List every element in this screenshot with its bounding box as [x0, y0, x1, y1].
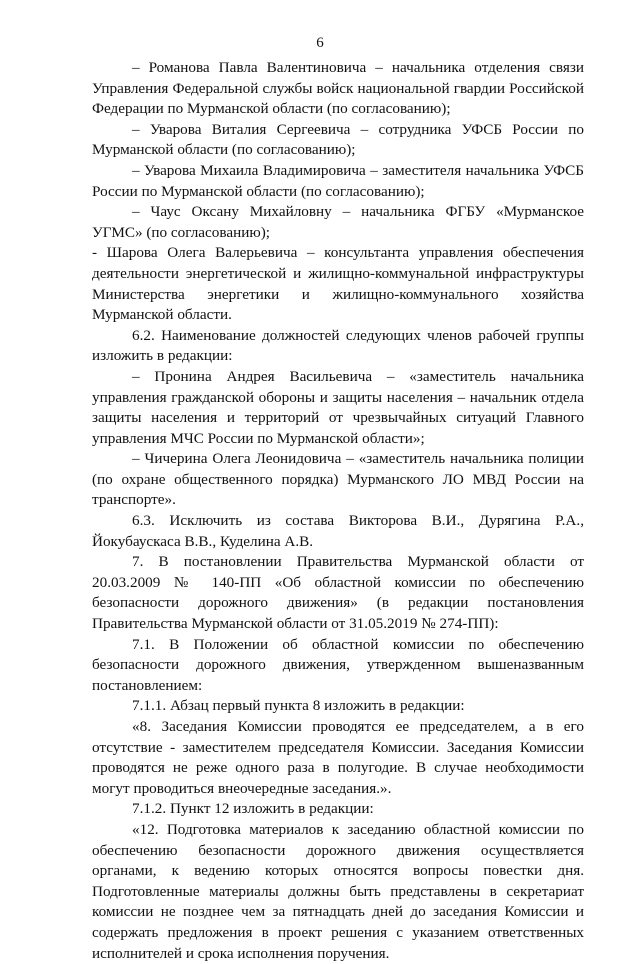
- paragraph-uvarov-mikhail: – Уварова Михаила Владимировича – заместителя начальника УФСБ России по Мурманской области (по согласованию);: [92, 161, 584, 200]
- paragraph-uvarov-vitaly: – Уварова Виталия Сергеевича – сотрудника УФСБ России по Мурманской области (по согласованию);: [92, 120, 584, 159]
- paragraph-7: 7. В постановлении Правительства Мурманской области от 20.03.2009 № 140-ПП «Об областной комиссии по обеспечению безопасности дорожного движения» (в редакции постановления Правительства Мурманской области от 31.05.2019 № 274-ПП):: [92, 553, 584, 633]
- paragraph-6-2: 6.2. Наименование должностей следующих членов рабочей группы изложить в редакции:: [92, 326, 584, 365]
- paragraph-romanov: – Романова Павла Валентиновича – начальника отделения связи Управления Федеральной службы войск национальной гвардии Российской Федерации по Мурманской области (по согласованию);: [92, 59, 584, 118]
- paragraph-pronin: – Пронина Андрея Васильевича – «заместитель начальника управления гражданской обороны и защиты населения – начальник отдела защиты населения и территорий от чрезвычайных ситуаций Главного управления МЧС России по Мурманской области»;: [92, 367, 584, 447]
- paragraph-7-1-1: 7.1.1. Абзац первый пункта 8 изложить в редакции:: [132, 697, 465, 715]
- paragraph-7-1-2: 7.1.2. Пункт 12 изложить в редакции:: [132, 800, 374, 818]
- paragraph-chicherin: – Чичерина Олега Леонидовича – «заместитель начальника полиции (по охране общественного порядка) Мурманского ЛО МВД России на транспорте».: [92, 450, 584, 509]
- paragraph-6-3: 6.3. Исключить из состава Викторова В.И., Дурягина Р.А., Йокубаускаса В.В., Куделина А.В.: [92, 512, 584, 550]
- paragraph-item-8: «8. Заседания Комиссии проводятся ее председателем, а в его отсутствие - заместителем председателя Комиссии. Заседания Комиссии проводятся не реже одного раза в полугодие. В случае необходимости могут проводиться внеочередные заседания.».: [92, 718, 584, 797]
- page-number: 6: [316, 35, 324, 51]
- paragraph-chaus: – Чаус Оксану Михайловну – начальника ФГБУ «Мурманское УГМС» (по согласованию);: [92, 203, 584, 241]
- paragraph-7-1: 7.1. В Положении об областной комиссии по обеспечению безопасности дорожного движения, утвержденном вышеназванным постановлением:: [92, 635, 584, 694]
- document-body: [92, 58, 584, 964]
- paragraph-sharov: - Шарова Олега Валерьевича – консультанта управления обеспечения деятельности энергетической и жилищно-коммунальной инфраструктуры Министерства энергетики и жилищно-коммунального хозяйства Мурманской области.: [92, 244, 584, 324]
- paragraph-item-12: «12. Подготовка материалов к заседанию областной комиссии по обеспечению безопасности дорожного движения осуществляется органами, к ведению которых относятся вопросы повестки дня. Подготовленные материалы должны быть представлены в секретариат комиссии не позднее чем за пятнадцать дней до заседания Комиссии и содержать предложения в проект решения с указанием ответственных исполнителей и срока исполнения поручения.: [92, 820, 584, 962]
